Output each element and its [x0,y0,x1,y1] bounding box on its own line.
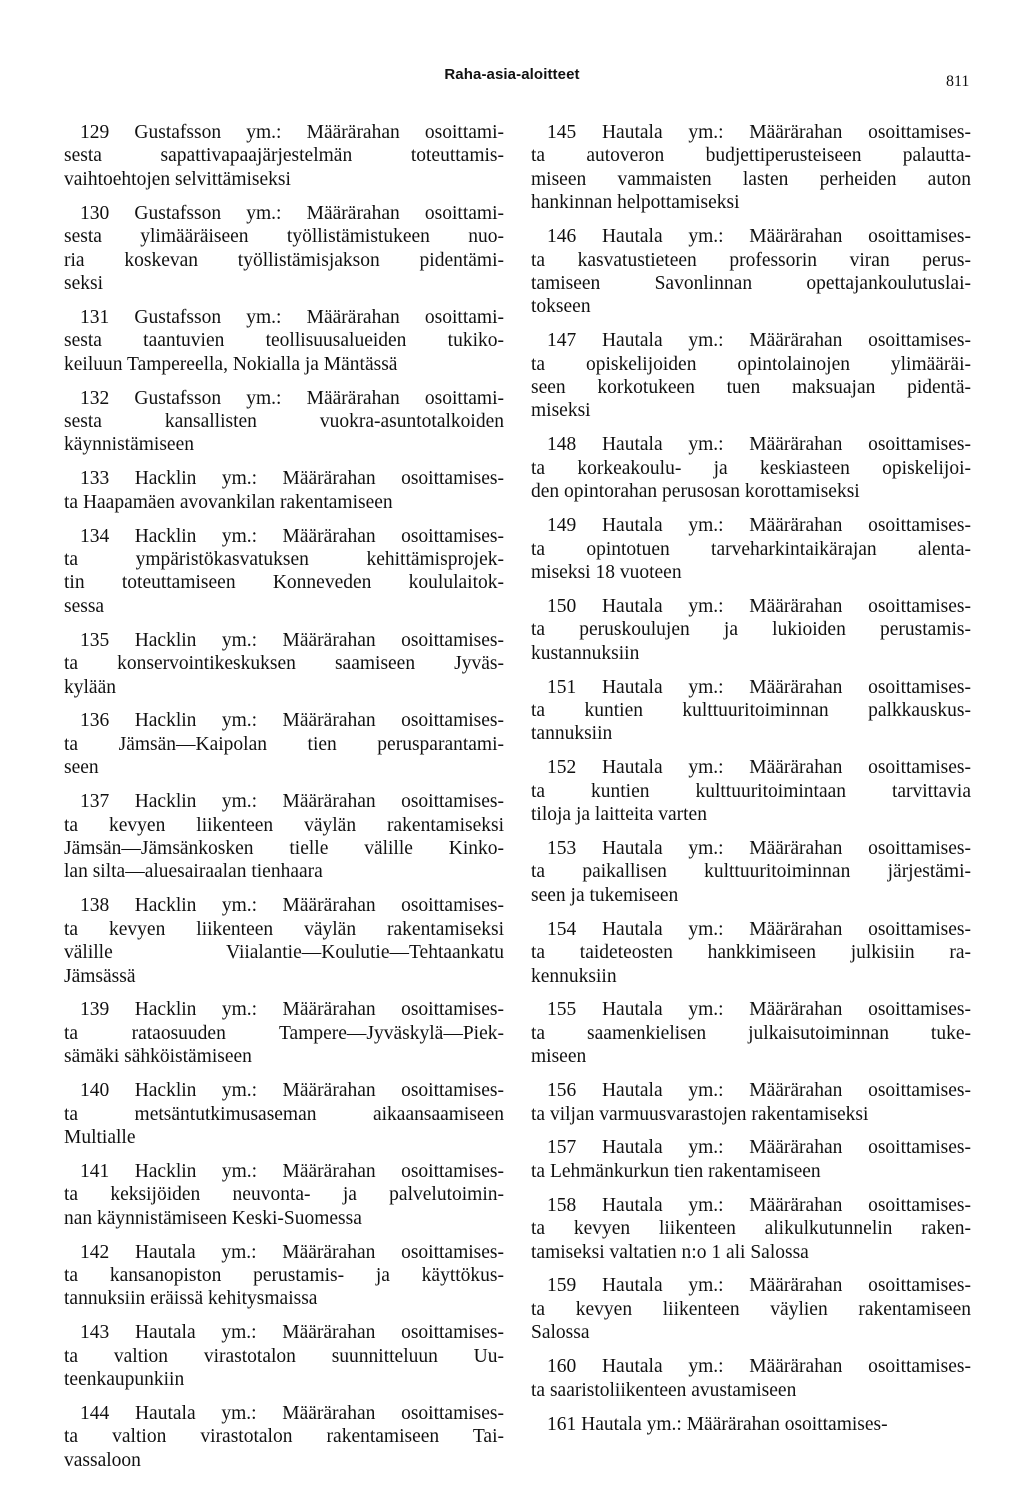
motion-entry-heading-line: 143 Hautala ym.: Määrärahan osoittamises- [80,1322,504,1344]
motion-entry [531,329,971,423]
motion-entry [531,676,971,746]
motion-entry-text-line: Multialle [64,1126,136,1148]
motion-entry-text-line: Jämsän—Jämsänkosken tielle välille Kinko- [64,837,504,859]
motion-entry [64,1241,504,1311]
motion-entry [531,514,971,584]
motion-entry-text-line: miseen vammaisten lasten perheiden auton [531,168,971,190]
motion-entry [64,894,504,988]
motion-entry-text-line: ta kasvatustieteen professorin viran perus- [531,249,971,271]
motion-entry [531,756,971,826]
motion-entry-heading-line: 159 Hautala ym.: Määrärahan osoittamises- [547,1275,971,1297]
motion-entry-text-line: seen korkotukeen tuen maksuajan pidentä- [531,377,971,399]
motion-entry-text-line: ta Jämsän—Kaipolan tien perusparantami- [64,733,504,755]
motion-entry [531,837,971,907]
motion-entry-text-line: den opintorahan perusosan korottamiseksi [531,481,860,503]
motion-entry-text-line: ta kevyen liikenteen väylän rakentamiseksi [64,918,504,940]
motion-entry [64,709,504,779]
motion-entry-text-line: ta keksijöiden neuvonta- ja palvelutoimin- [64,1184,504,1206]
motion-entry-heading-line: 140 Hacklin ym.: Määrärahan osoittamises- [80,1080,504,1102]
motion-entry-text-line: ta paikallisen kulttuuritoiminnan järjestämi- [531,861,971,883]
motion-entry [531,433,971,503]
motion-entry [64,202,504,296]
motion-entry-text-line: seksi [64,272,103,294]
motion-entry [64,1321,504,1391]
motion-entry [64,306,504,376]
motion-entry [64,525,504,619]
motion-entry-text-line: välille Viialantie—Koulutie—Tehtaankatu [64,942,504,964]
motion-entry-text-line: ria koskevan työllistämisjakson pidentämi- [64,249,504,271]
motion-entry [64,1402,504,1472]
motion-entry-text-line: ta valtion virastotalon rakentamiseen Tai- [64,1426,504,1448]
motion-entry-text-line: tin toteuttamiseen Konneveden koululaitok- [64,572,504,594]
motion-entry-text-line: ta kansanopiston perustamis- ja käyttökus- [64,1264,504,1286]
motion-entry-text-line: kennuksiin [531,965,617,987]
motion-entry-text-line: ta opintotuen tarveharkintaikärajan alenta- [531,538,971,560]
motion-entry-heading-line: 160 Hautala ym.: Määrärahan osoittamises- [547,1356,971,1378]
motion-entry-text-line: kustannuksiin [531,642,640,664]
motion-entry-text-line: ta kuntien kulttuuritoiminnan palkkauskus- [531,699,971,721]
motion-entry-text-line: ta Haapamäen avovankilan rakentamiseen [64,491,393,513]
motion-entry-text-line: tamiseksi valtatien n:o 1 ali Salossa [531,1241,809,1263]
motion-entry-heading-line: 156 Hautala ym.: Määrärahan osoittamises- [547,1080,971,1102]
motion-entry-text-line: sesta taantuvien teollisuusalueiden tukiko- [64,330,504,352]
motion-entry-text-line: ta saamenkielisen julkaisutoiminnan tuke- [531,1022,971,1044]
motion-entry-text-line: tannuksiin eräissä kehitysmaissa [64,1288,318,1310]
motion-entry-heading-line: 158 Hautala ym.: Määrärahan osoittamises- [547,1194,971,1216]
motion-entry-heading-line: 153 Hautala ym.: Määrärahan osoittamises- [547,837,971,859]
motion-entry-heading-line: 157 Hautala ym.: Määrärahan osoittamises- [547,1137,971,1159]
motion-entry [64,387,504,457]
motion-entry-text-line: sämäki sähköistämiseen [64,1046,252,1068]
motion-entry-heading-line: 161 Hautala ym.: Määrärahan osoittamises- [547,1413,888,1435]
motion-entry [531,121,971,215]
motion-entry [64,1160,504,1230]
motion-entry-text-line: ta konservointikeskuksen saamiseen Jyväs- [64,653,504,675]
motion-entry [531,998,971,1068]
motion-entry-text-line: ta taideteosten hankkimiseen julkisiin ra- [531,942,971,964]
motion-entry [531,1079,971,1126]
motion-entry-text-line: sesta sapattivapaajärjestelmän toteuttamis- [64,145,504,167]
motion-entry-text-line: ta viljan varmuusvarastojen rakentamiseksi [531,1103,869,1125]
motion-entry-heading-line: 130 Gustafsson ym.: Määrärahan osoittami- [80,202,504,224]
motion-entry [531,1355,971,1402]
motion-entry-text-line: vassaloon [64,1449,141,1471]
motion-entry-text-line: teenkaupunkiin [64,1369,185,1391]
motion-entry-text-line: ta autoveron budjettiperusteiseen palautta- [531,145,971,167]
motion-entry-heading-line: 136 Hacklin ym.: Määrärahan osoittamises- [80,710,504,732]
running-header-title: Raha-asia-aloitteet [444,66,580,83]
motion-entry-text-line: ta kuntien kulttuuritoimintaan tarvittavia [531,780,971,802]
motion-entry [531,225,971,319]
motion-entry [531,1413,971,1436]
motion-entry-text-line: kylään [64,676,116,698]
motion-entry-text-line: ta opiskelijoiden opintolainojen ylimääräi- [531,353,971,375]
motion-entry-text-line: tiloja ja laitteita varten [531,804,707,826]
motion-entry-text-line: miseksi 18 vuoteen [531,561,682,583]
motion-entry [531,918,971,988]
motion-entry-text-line: tannuksiin [531,723,613,745]
motion-entry-heading-line: 147 Hautala ym.: Määrärahan osoittamises- [547,330,971,352]
motion-entry-text-line: miseksi [531,400,591,422]
motion-entry-text-line: sesta ylimääräiseen työllistämistukeen nuo- [64,226,504,248]
motion-entry-text-line: Jämsässä [64,965,136,987]
motion-entry-text-line: ta rataosuuden Tampere—Jyväskylä—Piek- [64,1022,504,1044]
motion-entry-heading-line: 155 Hautala ym.: Määrärahan osoittamises- [547,999,971,1021]
motion-entry [64,629,504,699]
left-column [64,121,504,1483]
motion-entry-heading-line: 139 Hacklin ym.: Määrärahan osoittamises- [80,999,504,1021]
motion-entry-text-line: keiluun Tampereella, Nokialla ja Mäntässä [64,353,398,375]
motion-entry [64,1079,504,1149]
motion-entry-text-line: nan käynnistämiseen Keski-Suomessa [64,1207,362,1229]
motion-entry-text-line: seen ja tukemiseen [531,884,679,906]
motion-entry-heading-line: 131 Gustafsson ym.: Määrärahan osoittami- [80,306,504,328]
motion-entry-heading-line: 142 Hautala ym.: Määrärahan osoittamises- [80,1241,504,1263]
motion-entry-text-line: ta metsäntutkimusaseman aikaansaamiseen [64,1103,504,1125]
page-number: 811 [946,73,970,90]
motion-entry-heading-line: 150 Hautala ym.: Määrärahan osoittamises- [547,595,971,617]
motion-entry-text-line: ta saaristoliikenteen avustamiseen [531,1379,797,1401]
motion-entry [531,1274,971,1344]
motion-entry-heading-line: 148 Hautala ym.: Määrärahan osoittamises- [547,434,971,456]
motion-entry-heading-line: 152 Hautala ym.: Määrärahan osoittamises- [547,757,971,779]
motion-entry-text-line: tamiseen Savonlinnan opettajankoulutuslai- [531,272,971,294]
motion-entry-heading-line: 151 Hautala ym.: Määrärahan osoittamises- [547,676,971,698]
motion-entry-text-line: lan silta—aluesairaalan tienhaara [64,861,323,883]
motion-entry-heading-line: 146 Hautala ym.: Määrärahan osoittamises- [547,226,971,248]
motion-entry [64,467,504,514]
motion-entry-text-line: seen [64,757,99,779]
motion-entry-text-line: ta kevyen liikenteen väylän rakentamiseksi [64,814,504,836]
right-column [531,121,971,1446]
motion-entry-text-line: vaihtoehtojen selvittämiseksi [64,168,291,190]
motion-entry-text-line: ta kevyen liikenteen väylien rakentamiseen [531,1298,971,1320]
motion-entry-heading-line: 154 Hautala ym.: Määrärahan osoittamises- [547,918,971,940]
motion-entry [64,121,504,191]
motion-entry-text-line: sesta kansallisten vuokra-asuntotalkoiden [64,410,504,432]
motion-entry-heading-line: 149 Hautala ym.: Määrärahan osoittamises- [547,515,971,537]
motion-entry-heading-line: 145 Hautala ym.: Määrärahan osoittamises- [547,122,971,143]
motion-entry [531,1194,971,1264]
motion-entry-text-line: ta valtion virastotalon suunnitteluun Uu- [64,1345,504,1367]
motion-entry-heading-line: 144 Hautala ym.: Määrärahan osoittamises- [80,1403,504,1424]
motion-entry-heading-line: 133 Hacklin ym.: Määrärahan osoittamises- [80,468,504,490]
motion-entry-text-line: Salossa [531,1322,590,1344]
motion-entry-text-line: ta Lehmänkurkun tien rakentamiseen [531,1160,821,1182]
motion-entry [531,1136,971,1183]
motion-entry-text-line: ta kevyen liikenteen alikulkutunnelin raken- [531,1218,971,1240]
motion-entry-heading-line: 132 Gustafsson ym.: Määrärahan osoittami- [80,387,504,409]
motion-entry-heading-line: 134 Hacklin ym.: Määrärahan osoittamises- [80,525,504,547]
motion-entry-text-line: ta ympäristökasvatuksen kehittämisprojek- [64,549,504,570]
motion-entry-heading-line: 135 Hacklin ym.: Määrärahan osoittamises- [80,629,504,651]
motion-entry-heading-line: 138 Hacklin ym.: Määrärahan osoittamises- [80,895,504,917]
motion-entry-text-line: tokseen [531,296,591,318]
motion-entry [531,595,971,665]
motion-entry-text-line: miseen [531,1046,587,1068]
motion-entry-text-line: ta korkeakoulu- ja keskiasteen opiskelijoi- [531,457,971,479]
motion-entry-heading-line: 141 Hacklin ym.: Määrärahan osoittamises- [80,1160,504,1182]
motion-entry-heading-line: 129 Gustafsson ym.: Määrärahan osoittami- [80,122,504,143]
motion-entry [64,998,504,1068]
motion-entry-heading-line: 137 Hacklin ym.: Määrärahan osoittamises- [80,791,504,813]
motion-entry-text-line: hankinnan helpottamiseksi [531,192,740,214]
motion-entry-text-line: käynnistämiseen [64,434,194,456]
motion-entry-text-line: ta peruskoulujen ja lukioiden perustamis- [531,619,971,641]
motion-entry-text-line: sessa [64,595,105,617]
motion-entry [64,790,504,884]
